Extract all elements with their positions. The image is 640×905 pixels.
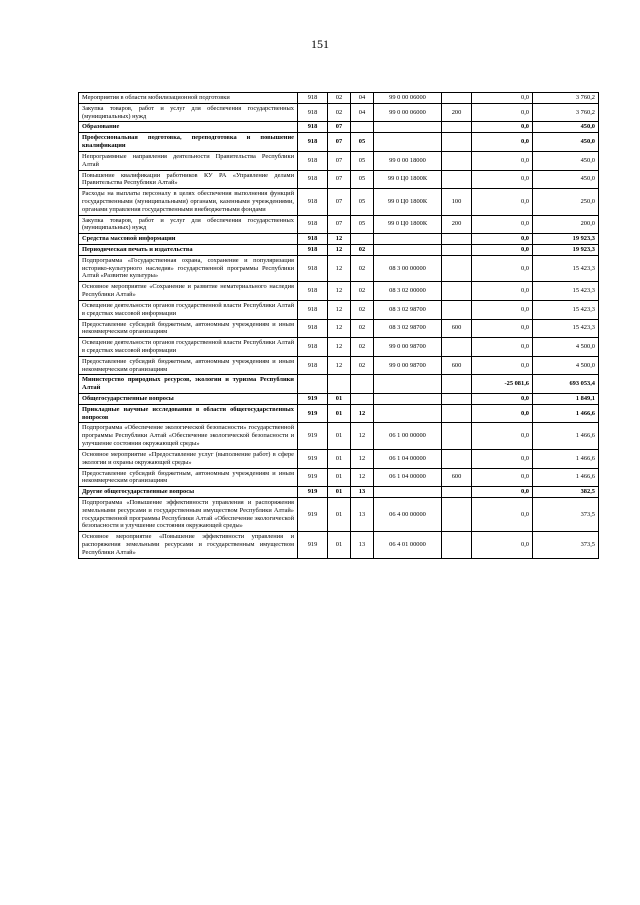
item-name-cell: Освещение деятельности органов государственной власти Республики Алтай в средствах массовой информации	[79, 338, 298, 357]
ministry-code-cell: 919	[298, 423, 328, 449]
subsection-cell	[351, 394, 374, 405]
target-article-cell: 08 3 02 00000	[374, 282, 442, 301]
change-amount-cell: 0,0	[472, 532, 533, 558]
section-cell: 01	[328, 404, 351, 423]
table-row	[79, 245, 599, 256]
ministry-code-cell: 918	[298, 103, 328, 122]
subsection-cell: 13	[351, 497, 374, 531]
change-amount-cell: 0,0	[472, 404, 533, 423]
target-article-cell	[374, 122, 442, 133]
ministry-code-cell: 918	[298, 151, 328, 170]
section-cell: 12	[328, 319, 351, 338]
table-row	[79, 122, 599, 133]
expense-type-cell: 600	[442, 356, 472, 375]
table-row	[79, 234, 599, 245]
section-cell: 01	[328, 449, 351, 468]
table-row	[79, 423, 599, 449]
total-amount-cell: 450,0	[533, 170, 599, 189]
table-body	[79, 93, 599, 559]
subsection-cell: 02	[351, 300, 374, 319]
section-cell: 12	[328, 255, 351, 281]
subsection-cell: 12	[351, 423, 374, 449]
subsection-cell: 04	[351, 93, 374, 104]
section-cell	[328, 375, 351, 394]
section-cell: 01	[328, 468, 351, 487]
total-amount-cell: 1 466,6	[533, 423, 599, 449]
expense-type-cell: 200	[442, 103, 472, 122]
section-cell: 12	[328, 282, 351, 301]
ministry-code-cell: 919	[298, 497, 328, 531]
table-row	[79, 151, 599, 170]
total-amount-cell: 450,0	[533, 133, 599, 152]
ministry-code-cell: 918	[298, 122, 328, 133]
target-article-cell	[374, 133, 442, 152]
ministry-code-cell: 918	[298, 319, 328, 338]
section-cell: 01	[328, 497, 351, 531]
subsection-cell: 05	[351, 189, 374, 215]
target-article-cell: 06 4 00 00000	[374, 497, 442, 531]
ministry-code-cell: 918	[298, 133, 328, 152]
total-amount-cell: 200,0	[533, 215, 599, 234]
item-name-cell: Подпрограмма «Обеспечение экологической безопасности» государственной программы Республики Алтай «Обеспечение экологической безопасности и улучшение состояния окружающей среды»	[79, 423, 298, 449]
target-article-cell: 99 0 00 06000	[374, 93, 442, 104]
change-amount-cell: 0,0	[472, 215, 533, 234]
total-amount-cell: 19 923,3	[533, 234, 599, 245]
change-amount-cell: 0,0	[472, 151, 533, 170]
table-row	[79, 319, 599, 338]
target-article-cell: 99 0 Ц0 1800К	[374, 189, 442, 215]
total-amount-cell: 1 466,6	[533, 404, 599, 423]
total-amount-cell: 373,5	[533, 497, 599, 531]
expense-type-cell: 100	[442, 189, 472, 215]
total-amount-cell: 4 500,0	[533, 356, 599, 375]
change-amount-cell: 0,0	[472, 133, 533, 152]
subsection-cell	[351, 375, 374, 394]
ministry-code-cell: 919	[298, 487, 328, 498]
subsection-cell: 02	[351, 282, 374, 301]
expense-type-cell	[442, 133, 472, 152]
item-name-cell: Прикладные научные исследования в области общегосударственных вопросов	[79, 404, 298, 423]
target-article-cell: 06 4 01 00000	[374, 532, 442, 558]
table-row	[79, 103, 599, 122]
expense-type-cell: 600	[442, 468, 472, 487]
change-amount-cell: 0,0	[472, 122, 533, 133]
table-row	[79, 170, 599, 189]
subsection-cell: 13	[351, 487, 374, 498]
expense-type-cell	[442, 404, 472, 423]
target-article-cell: 99 0 00 98700	[374, 338, 442, 357]
section-cell: 07	[328, 189, 351, 215]
subsection-cell: 05	[351, 133, 374, 152]
ministry-code-cell: 918	[298, 215, 328, 234]
table-row	[79, 375, 599, 394]
item-name-cell: Предоставление субсидий бюджетным, автономным учреждениям и иным некоммерческим организациям	[79, 356, 298, 375]
section-cell: 12	[328, 300, 351, 319]
item-name-cell: Периодическая печать и издательства	[79, 245, 298, 256]
table-row	[79, 255, 599, 281]
change-amount-cell: 0,0	[472, 497, 533, 531]
change-amount-cell: 0,0	[472, 423, 533, 449]
item-name-cell: Профессиональная подготовка, переподготовка и повышение квалификации	[79, 133, 298, 152]
item-name-cell: Мероприятия в области мобилизационной подготовки	[79, 93, 298, 104]
table-row	[79, 356, 599, 375]
item-name-cell: Подпрограмма «Повышение эффективности управления и распоряжения земельными ресурсами и государственным имуществом Республики Алтай» государственной программы Республики Алтай «Обеспечение экологической безопасности и улучшение состояния окружающей среды»	[79, 497, 298, 531]
table-row	[79, 497, 599, 531]
target-article-cell: 08 3 02 98700	[374, 300, 442, 319]
subsection-cell: 02	[351, 319, 374, 338]
page-number: 151	[311, 37, 329, 51]
total-amount-cell: 1 466,6	[533, 449, 599, 468]
change-amount-cell: 0,0	[472, 255, 533, 281]
change-amount-cell: 0,0	[472, 245, 533, 256]
section-cell: 12	[328, 338, 351, 357]
target-article-cell	[374, 404, 442, 423]
change-amount-cell: 0,0	[472, 93, 533, 104]
total-amount-cell: 373,5	[533, 532, 599, 558]
total-amount-cell: 450,0	[533, 151, 599, 170]
change-amount-cell: 0,0	[472, 234, 533, 245]
budget-table	[78, 92, 599, 559]
item-name-cell: Предоставление субсидий бюджетным, автономным учреждениям и иным некоммерческим организациям	[79, 468, 298, 487]
change-amount-cell: 0,0	[472, 487, 533, 498]
expense-type-cell	[442, 497, 472, 531]
expense-type-cell	[442, 449, 472, 468]
total-amount-cell: 382,5	[533, 487, 599, 498]
table-row	[79, 468, 599, 487]
table-row	[79, 93, 599, 104]
total-amount-cell: 450,0	[533, 122, 599, 133]
expense-type-cell: 200	[442, 215, 472, 234]
subsection-cell: 12	[351, 449, 374, 468]
item-name-cell: Министерство природных ресурсов, экологии и туризма Республики Алтай	[79, 375, 298, 394]
ministry-code-cell	[298, 375, 328, 394]
section-cell: 07	[328, 170, 351, 189]
ministry-code-cell: 918	[298, 255, 328, 281]
ministry-code-cell: 918	[298, 234, 328, 245]
ministry-code-cell: 919	[298, 532, 328, 558]
subsection-cell: 12	[351, 468, 374, 487]
subsection-cell: 05	[351, 215, 374, 234]
subsection-cell: 13	[351, 532, 374, 558]
total-amount-cell: 3 760,2	[533, 103, 599, 122]
item-name-cell: Образование	[79, 122, 298, 133]
section-cell: 01	[328, 423, 351, 449]
total-amount-cell: 15 423,3	[533, 319, 599, 338]
change-amount-cell: 0,0	[472, 300, 533, 319]
ministry-code-cell: 918	[298, 282, 328, 301]
table-row	[79, 449, 599, 468]
ministry-code-cell: 918	[298, 245, 328, 256]
expense-type-cell	[442, 151, 472, 170]
change-amount-cell: -25 081,6	[472, 375, 533, 394]
table-row	[79, 282, 599, 301]
change-amount-cell: 0,0	[472, 338, 533, 357]
section-cell: 12	[328, 356, 351, 375]
item-name-cell: Расходы на выплаты персоналу в целях обеспечения выполнения функций государственными (муниципальными) органами, казенными учреждениями, органами управления государственными внебюджетными фондами	[79, 189, 298, 215]
target-article-cell: 99 0 00 98700	[374, 356, 442, 375]
target-article-cell	[374, 245, 442, 256]
total-amount-cell: 693 053,4	[533, 375, 599, 394]
section-cell: 01	[328, 394, 351, 405]
item-name-cell: Средства массовой информации	[79, 234, 298, 245]
change-amount-cell: 0,0	[472, 449, 533, 468]
expense-type-cell	[442, 255, 472, 281]
subsection-cell: 05	[351, 170, 374, 189]
target-article-cell	[374, 487, 442, 498]
table-row	[79, 404, 599, 423]
section-cell: 07	[328, 122, 351, 133]
change-amount-cell: 0,0	[472, 468, 533, 487]
item-name-cell: Основное мероприятие «Сохранение и развитие нематериального наследия Республики Алтай»	[79, 282, 298, 301]
expense-type-cell	[442, 375, 472, 394]
target-article-cell	[374, 394, 442, 405]
item-name-cell: Подпрограмма «Государственная охрана, сохранение и популяризация историко-культурного наследия» государственной программы Республики Алтай «Развитие культуры»	[79, 255, 298, 281]
target-article-cell: 08 3 00 00000	[374, 255, 442, 281]
section-cell: 07	[328, 133, 351, 152]
total-amount-cell: 3 760,2	[533, 93, 599, 104]
total-amount-cell: 15 423,3	[533, 282, 599, 301]
total-amount-cell: 4 500,0	[533, 338, 599, 357]
expense-type-cell	[442, 487, 472, 498]
target-article-cell: 06 1 00 00000	[374, 423, 442, 449]
expense-type-cell	[442, 338, 472, 357]
total-amount-cell: 1 849,1	[533, 394, 599, 405]
ministry-code-cell: 919	[298, 468, 328, 487]
expense-type-cell	[442, 93, 472, 104]
subsection-cell: 02	[351, 255, 374, 281]
expense-type-cell	[442, 170, 472, 189]
target-article-cell: 06 1 04 00000	[374, 468, 442, 487]
target-article-cell: 99 0 Ц0 1800К	[374, 215, 442, 234]
target-article-cell: 99 0 00 18000	[374, 151, 442, 170]
total-amount-cell: 1 466,6	[533, 468, 599, 487]
subsection-cell: 02	[351, 356, 374, 375]
table-row	[79, 532, 599, 558]
table-row	[79, 215, 599, 234]
subsection-cell	[351, 234, 374, 245]
item-name-cell: Повышение квалификации работников КУ РА «Управление делами Правительства Республики Алтай»	[79, 170, 298, 189]
section-cell: 07	[328, 215, 351, 234]
item-name-cell: Закупка товаров, работ и услуг для обеспечения государственных (муниципальных) нужд	[79, 215, 298, 234]
subsection-cell: 12	[351, 404, 374, 423]
table-row	[79, 338, 599, 357]
section-cell: 01	[328, 532, 351, 558]
change-amount-cell: 0,0	[472, 103, 533, 122]
ministry-code-cell: 919	[298, 404, 328, 423]
expense-type-cell	[442, 423, 472, 449]
table-row	[79, 189, 599, 215]
expense-type-cell	[442, 282, 472, 301]
section-cell: 01	[328, 487, 351, 498]
change-amount-cell: 0,0	[472, 394, 533, 405]
target-article-cell	[374, 375, 442, 394]
subsection-cell: 02	[351, 338, 374, 357]
section-cell: 12	[328, 245, 351, 256]
target-article-cell: 06 1 04 00000	[374, 449, 442, 468]
section-cell: 12	[328, 234, 351, 245]
total-amount-cell: 15 423,3	[533, 300, 599, 319]
change-amount-cell: 0,0	[472, 282, 533, 301]
ministry-code-cell: 918	[298, 356, 328, 375]
section-cell: 07	[328, 151, 351, 170]
expense-type-cell	[442, 245, 472, 256]
expense-type-cell	[442, 532, 472, 558]
table-row	[79, 394, 599, 405]
section-cell: 02	[328, 103, 351, 122]
total-amount-cell: 15 423,3	[533, 255, 599, 281]
ministry-code-cell: 919	[298, 394, 328, 405]
target-article-cell: 08 3 02 98700	[374, 319, 442, 338]
change-amount-cell: 0,0	[472, 170, 533, 189]
total-amount-cell: 19 923,3	[533, 245, 599, 256]
expense-type-cell	[442, 122, 472, 133]
ministry-code-cell: 918	[298, 93, 328, 104]
expense-type-cell	[442, 300, 472, 319]
ministry-code-cell: 918	[298, 170, 328, 189]
item-name-cell: Освещение деятельности органов государственной власти Республики Алтай в средствах массовой информации	[79, 300, 298, 319]
ministry-code-cell: 918	[298, 189, 328, 215]
change-amount-cell: 0,0	[472, 356, 533, 375]
table-row	[79, 300, 599, 319]
subsection-cell	[351, 122, 374, 133]
ministry-code-cell: 918	[298, 338, 328, 357]
table-row	[79, 487, 599, 498]
ministry-code-cell: 919	[298, 449, 328, 468]
table-row	[79, 133, 599, 152]
ministry-code-cell: 918	[298, 300, 328, 319]
change-amount-cell: 0,0	[472, 319, 533, 338]
item-name-cell: Общегосударственные вопросы	[79, 394, 298, 405]
expense-type-cell: 600	[442, 319, 472, 338]
target-article-cell	[374, 234, 442, 245]
section-cell: 02	[328, 93, 351, 104]
item-name-cell: Закупка товаров, работ и услуг для обеспечения государственных (муниципальных) нужд	[79, 103, 298, 122]
subsection-cell: 02	[351, 245, 374, 256]
item-name-cell: Предоставление субсидий бюджетным, автономным учреждениям и иным некоммерческим организациям	[79, 319, 298, 338]
total-amount-cell: 250,0	[533, 189, 599, 215]
item-name-cell: Основное мероприятие «Предоставление услуг (выполнение работ) в сфере экологии и охраны окружающей среды»	[79, 449, 298, 468]
target-article-cell: 99 0 Ц0 1800К	[374, 170, 442, 189]
item-name-cell: Другие общегосударственные вопросы	[79, 487, 298, 498]
subsection-cell: 05	[351, 151, 374, 170]
change-amount-cell: 0,0	[472, 189, 533, 215]
subsection-cell: 04	[351, 103, 374, 122]
item-name-cell: Непрограммные направления деятельности Правительства Республики Алтай	[79, 151, 298, 170]
expense-type-cell	[442, 394, 472, 405]
expense-type-cell	[442, 234, 472, 245]
target-article-cell: 99 0 00 06000	[374, 103, 442, 122]
item-name-cell: Основное мероприятие «Повышение эффективности управления и распоряжения земельными ресурсами и государственным имуществом Республики Алтай»	[79, 532, 298, 558]
